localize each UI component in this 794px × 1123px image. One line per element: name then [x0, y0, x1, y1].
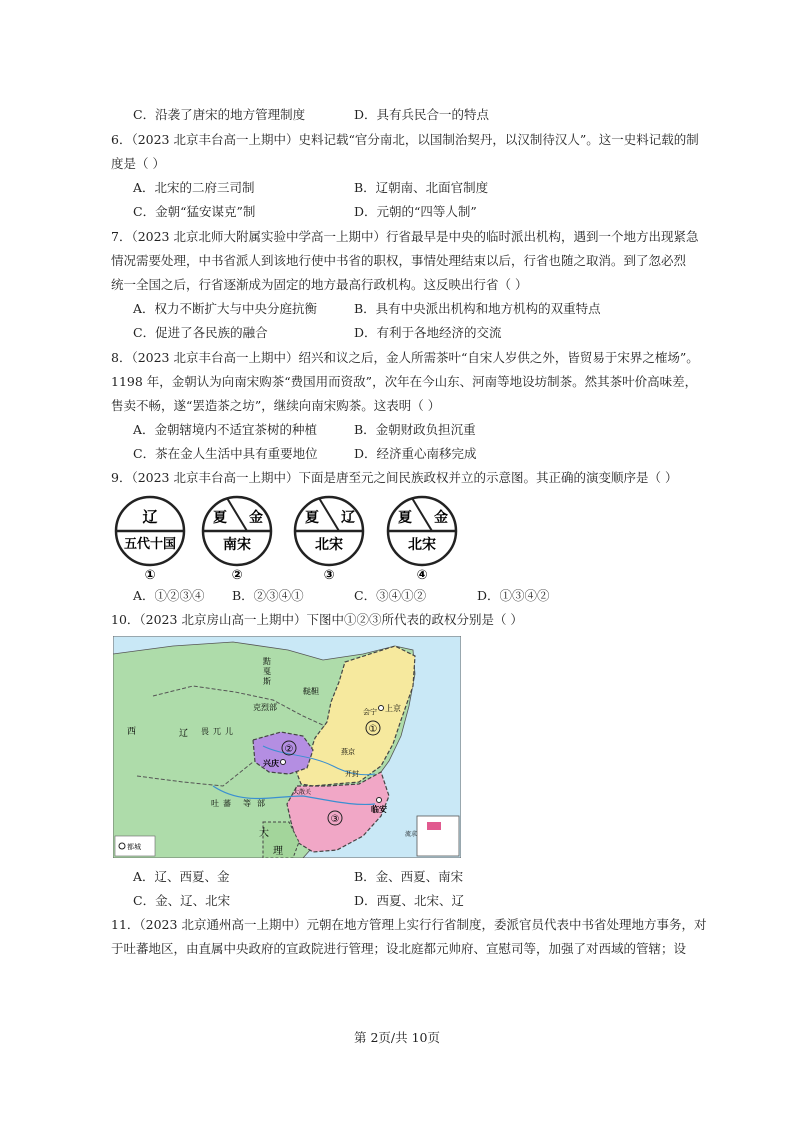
- q9-d3-number: ③: [323, 568, 335, 583]
- map-label-tubo-4: 部: [257, 799, 265, 808]
- map-label-tubo-3: 等: [243, 799, 251, 808]
- q9-d2-top-right: 金: [249, 510, 263, 526]
- q9-stem: 9．（2023 北京丰台高一上期中）下面是唐至元之间民族政权并立的示意图。其正确的演变顺序是（ ）: [111, 470, 678, 485]
- q7-stem-line-1: 7．（2023 北京北师大附属实验中学高一上期中）行省最早是中央的临时派出机构，遇到一个地方出现紧急: [111, 229, 699, 244]
- q6-stem-line-1: 6．（2023 北京丰台高一上期中）史料记载“官分南北，以国制治契丹，以汉制待汉人”。这一史料记载的制: [111, 132, 699, 147]
- map-label-lin-an: 临安: [371, 805, 387, 814]
- map-circle-3: ③: [330, 814, 340, 825]
- map-label-liuqiu: 流求: [405, 831, 418, 838]
- q9-diagram-3: [295, 497, 363, 583]
- q9-d4-top-left: 夏: [398, 510, 412, 526]
- map-label-liao: 辽: [179, 729, 189, 739]
- q9-option-a: A．①②③④: [133, 588, 205, 603]
- q8-option-b: B．金朝财政负担沉重: [354, 422, 476, 437]
- q10-option-c: C．金、辽、北宋: [133, 893, 231, 908]
- q8-option-a: A．金朝辖境内不适宜茶树的种植: [133, 422, 318, 437]
- q7-option-b: B．具有中央派出机构和地方机构的双重特点: [354, 301, 601, 316]
- map-legend-label: 都城: [127, 843, 141, 851]
- map-label-west: 西: [127, 727, 137, 737]
- q9-option-c: C．③④①②: [354, 588, 427, 603]
- q6-option-c: C．金朝“猛安谋克”制: [133, 204, 256, 219]
- q6-option-d: D．元朝的“四等人制”: [354, 204, 477, 219]
- q9-d2-top-left: 夏: [213, 510, 227, 526]
- map-label-mongol-2: 戛: [263, 667, 271, 676]
- map-label-kerei: 克烈部: [253, 703, 277, 712]
- q9-diagram-4: [388, 497, 456, 583]
- map-circle-2: ②: [284, 744, 294, 755]
- map-label-dali-1: 大: [259, 828, 269, 839]
- q9-d3-bottom: 北宋: [315, 537, 343, 553]
- map-label-wei: 畏: [201, 727, 209, 736]
- map-label-kaifeng: 开封: [345, 770, 359, 778]
- map-label-dali-2: 理: [273, 846, 283, 857]
- q9-d1-bottom: 五代十国: [123, 537, 177, 552]
- q6-option-b: B．辽朝南、北面官制度: [354, 180, 489, 195]
- q8-stem-line-1: 8．（2023 北京丰台高一上期中）绍兴和议之后，金人所需茶叶“自宋人岁供之外，皆贸易于宋界之榷场”。: [111, 350, 699, 365]
- map-label-yanjing: 燕京: [341, 748, 355, 756]
- map-label-mongol-1: 黠: [263, 657, 271, 666]
- map-label-mongol-3: 斯: [263, 677, 271, 686]
- map-label-dasanguan: 大散关: [293, 789, 312, 796]
- map-label-wu: 兀: [213, 727, 221, 736]
- q8-stem-line-3: 售卖不畅，遂“罢造茶之坊”，继续向南宋购茶。这表明（ ）: [111, 398, 441, 413]
- q10-option-b: B．金、西夏、南宋: [354, 869, 464, 884]
- q9-regime-diagrams: [110, 494, 470, 584]
- q9-diagram-2: [203, 497, 271, 583]
- q6-stem-line-2: 度是（ ）: [111, 156, 165, 171]
- q9-d4-top-right: 金: [434, 510, 448, 526]
- q5-option-d: D．具有兵民合一的特点: [354, 107, 490, 122]
- q9-d4-bottom: 北宋: [408, 537, 436, 553]
- q7-stem-line-3: 统一全国之后，行省逐渐成为固定的地方最高行政机构。这反映出行省（ ）: [111, 277, 528, 292]
- q10-option-d: D．西夏、北宋、辽: [354, 893, 465, 908]
- map-label-tubo-1: 吐: [211, 799, 219, 808]
- q7-option-d: D．有利于各地经济的交流: [354, 325, 502, 340]
- map-label-tatar: 鞑靼: [303, 687, 319, 696]
- q9-diagram-1: [116, 497, 184, 583]
- map-label-shangjing: 上京: [385, 704, 401, 713]
- q11-stem-line-2: 于吐蕃地区，由直属中央政府的宣政院进行管理；设北庭都元帅府、宣慰司等，加强了对西域的管辖；设: [111, 941, 687, 956]
- q8-option-c: C．茶在金人生活中具有重要地位: [133, 446, 318, 461]
- q9-option-d: D．①③④②: [477, 588, 550, 603]
- q11-stem-line-1: 11．（2023 北京通州高一上期中）元朝在地方管理上实行行省制度，委派官员代表中书省处理地方事务，对: [111, 917, 707, 932]
- q10-option-a: A．辽、西夏、金: [133, 869, 230, 884]
- q9-d3-top-right: 辽: [341, 510, 355, 526]
- q5-option-c: C．沿袭了唐宋的地方管理制度: [133, 107, 306, 122]
- map-label-er: 儿: [225, 727, 233, 736]
- q7-stem-line-2: 情况需要处理，中书省派人到该地行使中书省的职权，事情处理结束以后，行省也随之取消。到了忽必烈: [111, 253, 687, 268]
- map-label-xingqing: 兴庆: [263, 759, 279, 768]
- q8-option-d: D．经济重心南移完成: [354, 446, 477, 461]
- q9-d3-top-left: 夏: [305, 510, 319, 526]
- q7-option-a: A．权力不断扩大与中央分庭抗衡: [133, 301, 318, 316]
- q9-d2-bottom: 南宋: [223, 537, 251, 553]
- q9-d1-top: 辽: [142, 508, 158, 526]
- q10-stem: 10．（2023 北京房山高一上期中）下图中①②③所代表的政权分别是（ ）: [111, 612, 523, 627]
- q9-d1-number: ①: [144, 568, 156, 583]
- map-label-huining: 会宁: [363, 708, 377, 716]
- q9-option-b: B．②③④①: [232, 588, 304, 603]
- q9-d2-number: ②: [231, 568, 243, 583]
- map-circle-1: ①: [368, 724, 378, 735]
- page-footer: 第 2页/共 10页: [353, 1030, 441, 1045]
- q8-stem-line-2: 1198 年，金朝认为向南宋购茶“费国用而资敌”，次年在今山东、河南等地设坊制茶。然其茶叶价高味差，: [111, 374, 698, 389]
- q6-option-a: A．北宋的二府三司制: [133, 180, 255, 195]
- q7-option-c: C．促进了各民族的融合: [133, 325, 268, 340]
- q9-d4-number: ④: [416, 568, 428, 583]
- q10-map: [113, 636, 461, 858]
- map-label-tubo-2: 蕃: [223, 799, 231, 808]
